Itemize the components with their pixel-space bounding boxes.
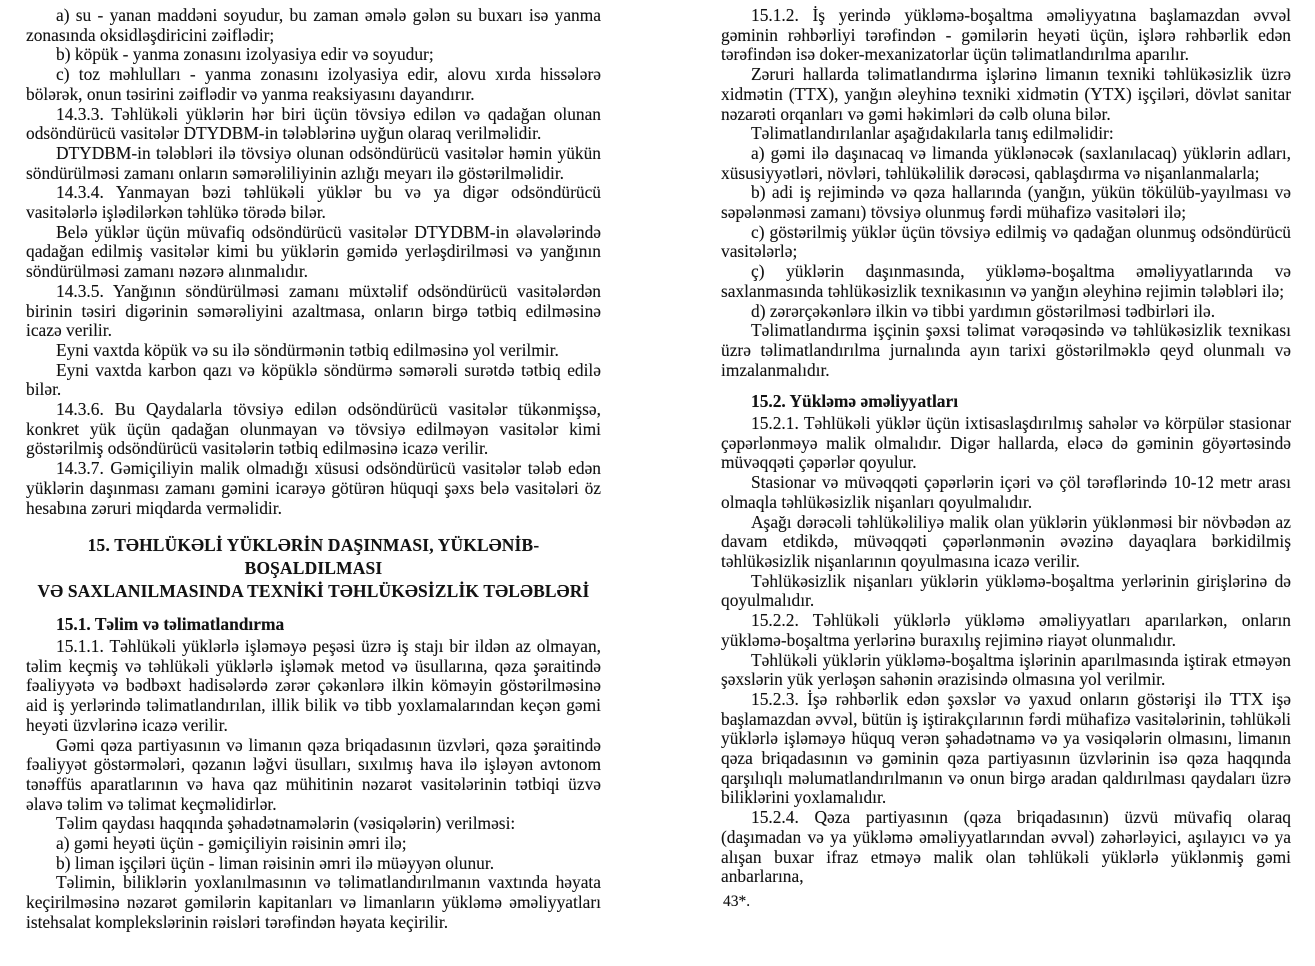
list-item-b-port-workers: b) liman işçiləri üçün - liman rəisinin əmri ilə müəyyən olunur. xyxy=(56,852,495,873)
list-item-a-ship-crew: a) gəmi heyəti üçün - gəmiçiliyin rəisinin əmri ilə; xyxy=(56,833,407,854)
clause-15-1-1: 15.1.1. Təhlükəli yüklərlə işləməyə peşəsi üzrə iş stajı bir ildən az olmayan, təlim keçmiş və təhlükəli yüklərlə işləmək metod və üsullarına, qəza şəraitində fəaliyyətə və bədbəxt hadisələrdə zərər çəkənlərə ilkin köməyin göstərilməsinə aid iş yerlərində təlimatlandırılan, illik bilik və tibb yoxlamalarından keçən gəmi heyəti üzvlərinə icazə verilir. xyxy=(26,635,601,735)
list-item-c-extinguishers: c) göstərilmiş yüklər üçün tövsiyə edilmiş və qadağan olunmuş odsöndürücü vasitələrlə; xyxy=(721,221,1291,262)
page-number: 43*. xyxy=(723,892,751,910)
clause-14-3-3: 14.3.3. Təhlükəli yüklərin hər biri üçün tövsiyə edilən və qadağan olunan odsöndürücü vasitələr DTYDBM-in tələblərinə uyğun olaraq verilməlidir. xyxy=(26,103,601,144)
subsection-15-2-heading: 15.2. Yükləmə əməliyyatları xyxy=(751,391,959,412)
clause-14-3-7: 14.3.7. Gəmiçiliyin malik olmadığı xüsusi odsöndürücü vasitələr tələb edən yüklərin daşınması zamanı gəmini icarəyə götürən hüquqi şəxs belə vasitələri öz hesabına zəruri miqdarda verməlidir. xyxy=(26,458,601,518)
list-item-b-foam: b) köpük - yanma zonasını izolyasiya edir və soyudur; xyxy=(56,44,434,65)
list-item-d-first-aid: d) zərərçəkənlərə ilkin və tibbi yardımın göstərilməsi tədbirləri ilə. xyxy=(751,300,1216,321)
clause-14-3-4-continuation: Belə yüklər üçün müvafiq odsöndürücü vasitələr DTYDBM-in əlavələrində qadağan edilmiş vasitələr kimi bu yüklərin gəmidə yerləşdirilməsi və yanğının söndürülməsi zamanı nəzərə alınmalıdır. xyxy=(26,221,601,282)
clause-14-3-5-note-1: Eyni vaxtda köpük və su ilə söndürmənin tətbiq edilməsinə yol verilmir. xyxy=(56,339,559,360)
certificates-issuance-intro: Təlim qaydası haqqında şəhadətnamələrin (vəsiqələrin) verilməsi: xyxy=(56,813,516,834)
clause-15-2-2-continuation: Təhlükəli yüklərin yükləmə-boşaltma işlərinin aparılmasında iştirak etməyən şəxslərin yük yerləşən sahənin ərazisində olmasına yol verilmir. xyxy=(721,649,1291,690)
list-item-c-powder: c) toz məhlulları - yanma zonasını izolyasiya edir, alovu xırda hissələrə bölərək, onun təsirini zəiflədir və yanma reaksiyasını dayandırır. xyxy=(26,64,601,104)
section-15-heading-line2: VƏ SAXLANILMASINDA TEXNİKİ TƏHLÜKƏSİZLİK TƏLƏBLƏRİ xyxy=(37,581,590,602)
clause-15-2-4: 15.2.4. Qəza partiyasının (qəza briqadasının) üzvü müvafiq olaraq (daşımadan və ya yükləmə əməliyyatlarından əvvəl) zəhərləyici, aşılayıcı və ya alışan buxar ifraz etməyə malik olan təhlükəli yüklərlə yüklənmiş gəmi anbarlarına, xyxy=(721,807,1291,887)
clause-14-3-6: 14.3.6. Bu Qaydalarla tövsiyə edilən odsöndürücü vasitələr tükənmişsə, konkret yük üçün qadağan olunmayan və tövsiyə edilməyən vasitələr kimi göstərilmiş odsöndürücü vasitələrin tətbiq edilməsinə icazə verilir. xyxy=(26,399,601,459)
list-item-a-extinguish-water: a) su - yanan maddəni soyudur, bu zaman əmələ gələn su buxarı isə yanma zonasında oksidləşdiricini zəiflədir; xyxy=(26,5,601,45)
clause-14-3-5: 14.3.5. Yanğının söndürülməsi zamanı müxtəlif odsöndürücü vasitələrdən birinin təsiri digərinin səmərəliyini azaltmasa, onların birgə tətbiq edilməsinə icazə verilir. xyxy=(26,280,601,341)
clause-15-1-2: 15.1.2. İş yerində yükləmə-boşaltma əməliyyatına başlamazdan əvvəl gəminin rəhbərliyi tərəfindən - gəmilərin heyəti üçün, işlərə rəhbərlik edən tərəfindən isə doker-mexanizatorlar üçün təlimatlandırılma aparılır. xyxy=(721,5,1291,65)
left-column xyxy=(26,6,601,966)
clause-14-3-4: 14.3.4. Yanmayan bəzi təhlükəli yüklər bu və ya digər odsöndürücü vasitələrlə işlədilərkən təhlükə törədə bilər. xyxy=(26,182,601,223)
instruction-registration-paragraph: Təlimatlandırma işçinin şəxsi təlimat vərəqəsində və təhlükəsizlik texnikası üzrə təlimatlandırılma jurnalında ayın tarixi göstərilməklə qeyd olunmalı və imzalanmalıdır. xyxy=(721,320,1291,380)
clause-14-3-5-note-2: Eyni vaxtda karbon qazı və köpüklə söndürmə səmərəli surətdə tətbiq edilə bilər. xyxy=(26,359,601,400)
list-item-ch-safety-requirements: ç) yüklərin daşınmasında, yükləmə-boşaltma əməliyyatlarında və saxlanmasında təhlükəsizlik texnikasının və yanğın əleyhinə rejimin tələbləri ilə; xyxy=(721,261,1291,301)
clause-15-2-3: 15.2.3. İşə rəhbərlik edən şəxslər və yaxud onların göstərişi ilə TTX işə başlamazdan əvvəl, bütün iş iştirakçılarının fərdi mühafizə vasitələrinin, təhlükəli yüklərlə işləməyə hüquq verən şəhadətnamə və ya vəsiqələrin olmasını, limanın qəza briqadasının və gəminin qəza partiyasının üzvlərinin isə qəza haqqında qarşılıqlı məlumatlandırılmanın və onun birgə aradan qaldırılması qaydaları üzrə biliklərini yoxlamalıdır. xyxy=(721,688,1291,808)
section-15-heading-line1: 15. TƏHLÜKƏLİ YÜKLƏRİN DAŞINMASI, YÜKLƏNİB-BOŞALDILMASI xyxy=(87,535,540,579)
training-oversight-paragraph: Təlimin, biliklərin yoxlanılmasının və təlimatlandırılmanın vaxtında həyata keçirilməsinə nəzarət gəmilərin kapitanları və limanların yükləmə əməliyyatları istehsalat komplekslərinin rəisləri tərəfindən həyata keçirilir. xyxy=(26,872,601,932)
clause-15-2-2: 15.2.2. Təhlükəli yüklərlə yükləmə əməliyyatları aparılarkən, onların yükləmə-boşaltma yerlərinə buraxılış rejiminə riayət olunmalıdır. xyxy=(721,610,1291,650)
subsection-15-1-heading: 15.1. Təlim və təlimatlandırma xyxy=(56,614,285,635)
clause-14-3-3-continuation: DTYDBM-in tələbləri ilə tövsiyə olunan odsöndürücü vasitələr həmin yükün söndürülməsi zamanı onların səmərəliliyinin azlığı meyarı ilə göstərilməlidir. xyxy=(26,142,601,183)
clause-15-1-2-continuation: Zəruri hallarda təlimatlandırma işlərinə limanın texniki təhlükəsizlik üzrə xidmətin (TTX), yanğın əleyhinə texniki xidmətin (YTX) işçiləri, dövlət sanitar nəzarəti orqanları və gəmi həkimləri də cəlb oluna bilər. xyxy=(721,64,1291,124)
clause-15-2-1-note-2: Aşağı dərəcəli təhlükəliliyə malik olan yüklərin yüklənməsi bir növbədən az davam etdikdə, müvəqqəti çəpərlənmənin əvəzinə dayaqlara bərkidilmiş təhlükəsizlik nişanlarının qoyulmasına icazə verilir. xyxy=(721,511,1291,571)
clause-15-2-1-note-3: Təhlükəsizlik nişanları yüklərin yükləmə-boşaltma yerlərinin girişlərinə də qoyulmalıdır. xyxy=(721,570,1291,611)
right-column xyxy=(721,6,1291,966)
instructed-persons-intro: Təlimatlandırılanlar aşağıdakılarla tanış edilməlidir: xyxy=(751,123,1114,144)
clause-15-2-1-note-1: Stasionar və müvəqqəti çəpərlərin içəri və çöl tərəflərində 10-12 metr arası olmaqla təhlükəsizlik nişanları qoyulmalıdır. xyxy=(721,472,1291,512)
clause-15-2-1: 15.2.1. Təhlükəli yüklər üçün ixtisaslaşdırılmış sahələr və körpülər stasionar çəpərlənməyə malik olmalıdır. Digər hallarda, eləcə də gəminin göyərtəsində müvəqqəti çəpərlər qoyulur. xyxy=(721,413,1291,473)
clause-15-1-1-continuation: Gəmi qəza partiyasının və limanın qəza briqadasının üzvləri, qəza şəraitində fəaliyyət göstərmələri, qəzanın ləğvi üsulları, sıxılmış hava ilə işləyən avtonom tənəffüs aparatlarının və hava qaz mühitinin nəzarət vasitələrinin tətbiqi üzvə əlavə təlim və təlimat keçməlidirlər. xyxy=(26,734,601,814)
list-item-a-cargo-names: a) gəmi ilə daşınacaq və limanda yüklənəcək (saxlanılacaq) yüklərin adları, xüsusiyyətləri, növləri, təhlükəlilik dərəcəsi, qablaşdırma və nişanlanmalarla; xyxy=(721,142,1291,183)
section-15-heading xyxy=(26,534,601,603)
list-item-b-protective-means: b) adi iş rejimində və qəza hallarında (yanğın, yükün tökülüb-yayılması və səpələnməsi zamanı) tövsiyə olunmuş fərdi mühafizə vasitələri ilə; xyxy=(721,182,1291,223)
